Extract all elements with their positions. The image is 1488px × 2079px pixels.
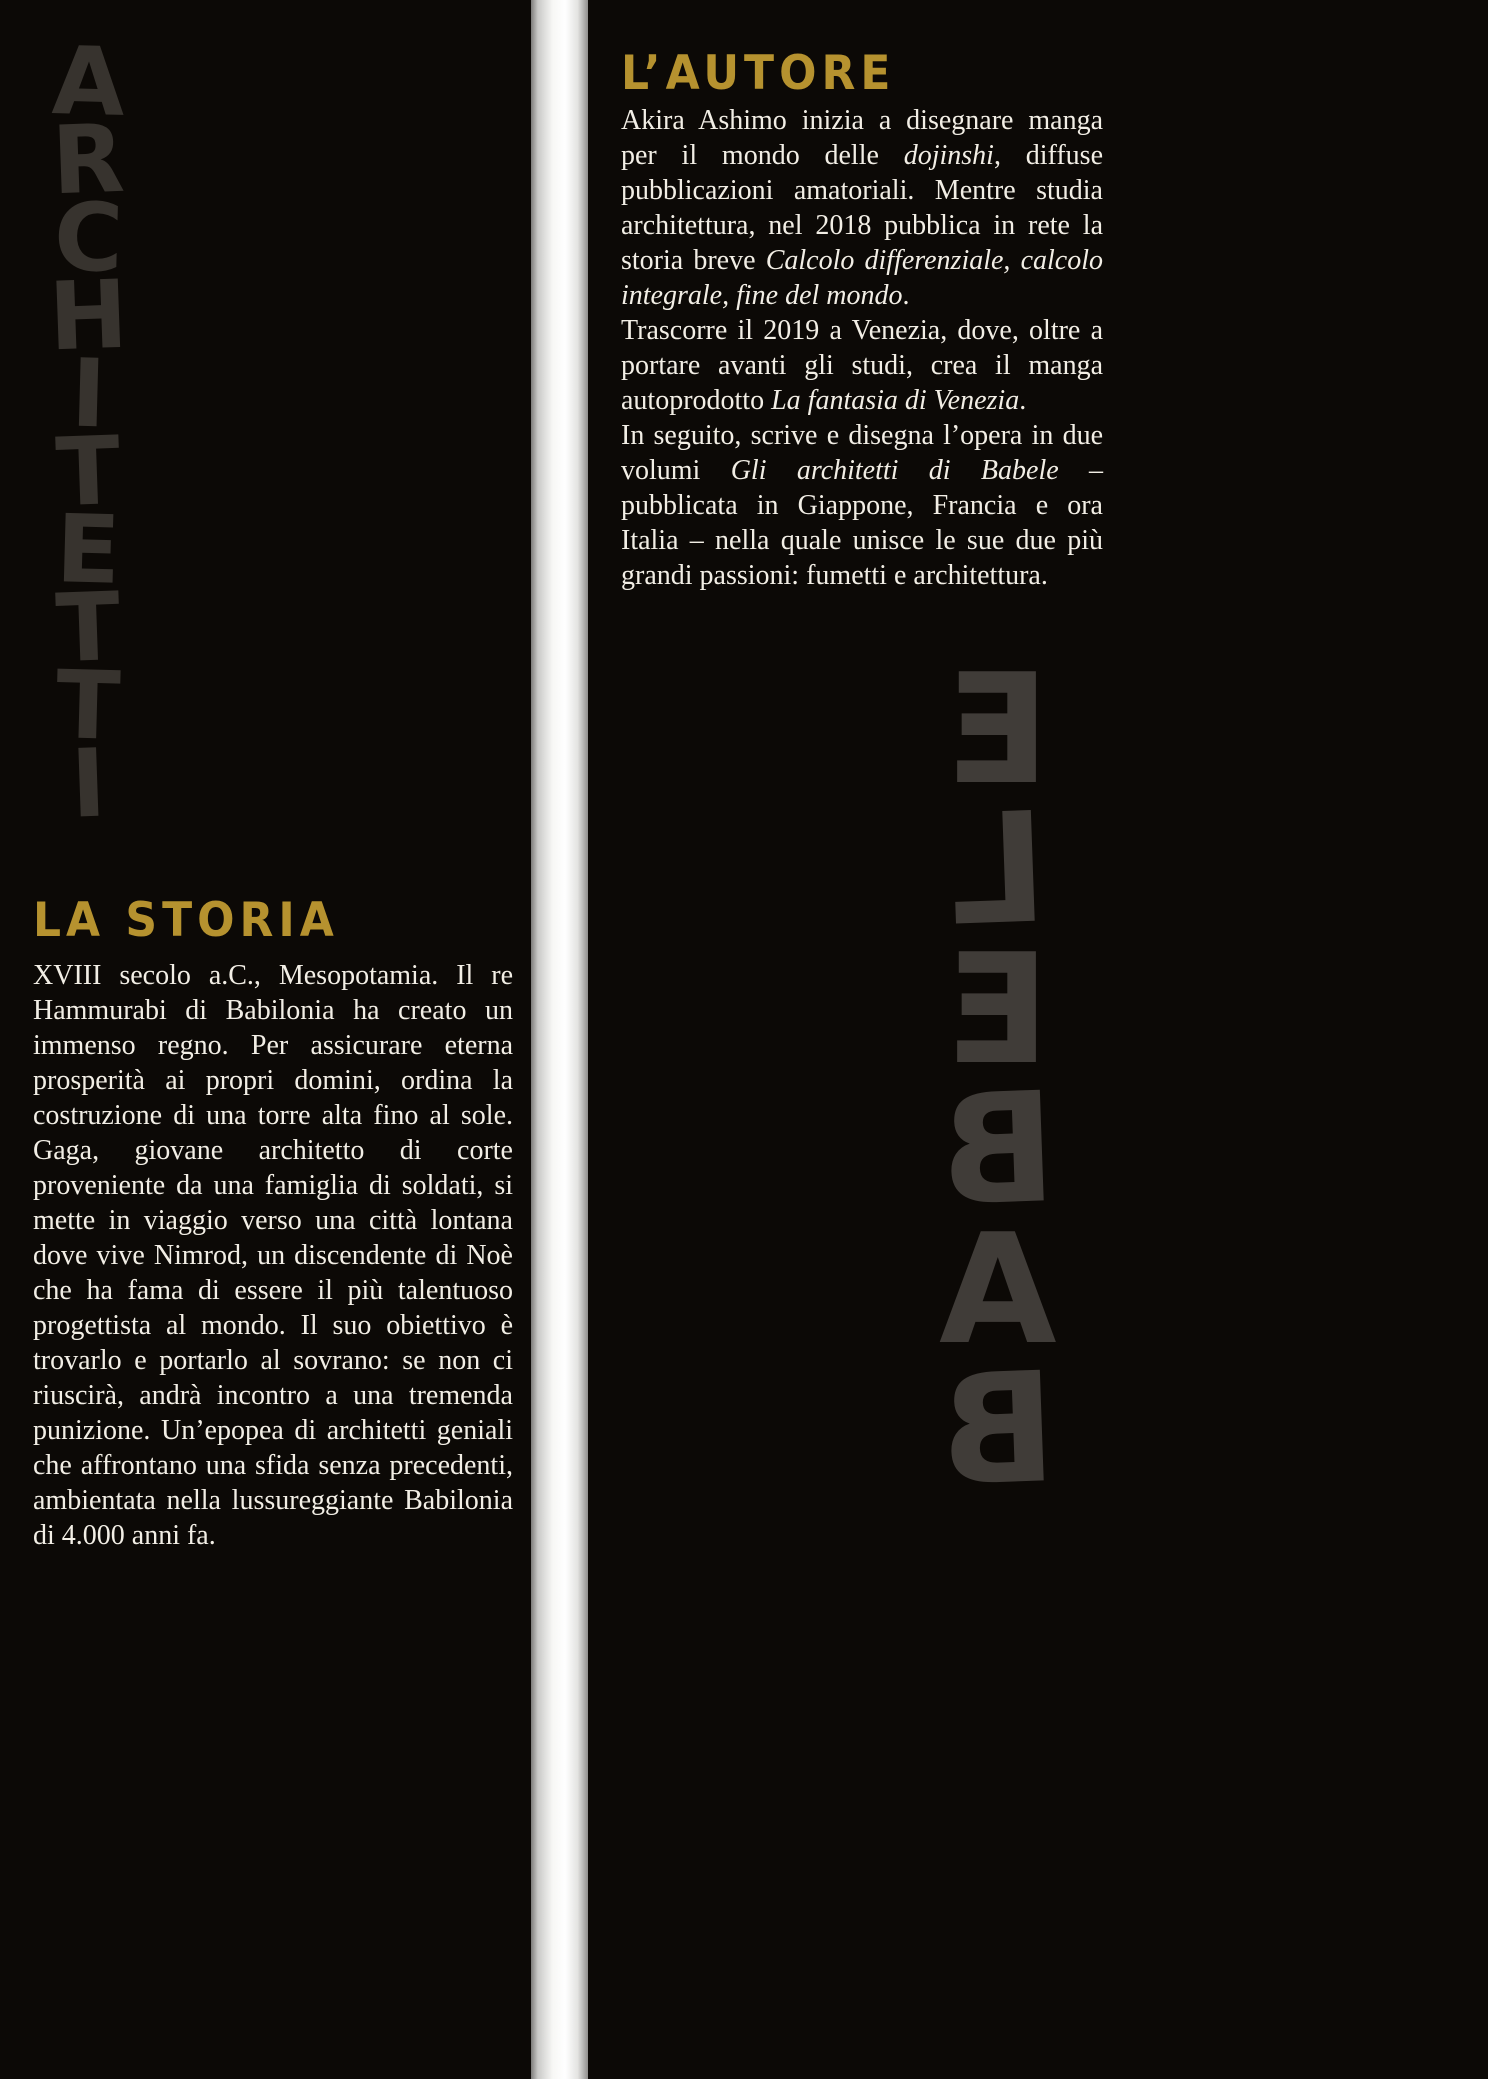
watermark-letter: E [946,641,1050,818]
author-paragraph: In seguito, scrive e disegna l’opera in due volumi Gli architetti di Babele – pubblicata in Giappone, Francia e ora Italia – nella quale unisce le sue due più grandi passioni: fumetti e architettura. [621,420,1104,591]
watermark-letter: T [54,416,122,529]
watermark-letter: H [46,260,130,373]
book-spine [531,0,588,2079]
story-heading: LA STORIA [33,893,339,949]
watermark-letter: R [49,104,127,217]
watermark-letter: C [52,183,124,294]
author-paragraph: Akira Ashimo inizia a disegnare manga per il mondo delle dojinshi, diffuse pubblicazioni amatoriali. Mentre studia architettura, nel 2018 pubblica in rete la storia breve Calcolo differenziale, calcolo integrale, fine del mondo. [621,105,1103,311]
author-flap [588,0,1488,2079]
author-paragraph: Trascorre il 2019 a Venezia, dove, oltre a portare avanti gli studi, crea il manga autoprodotto La fantasia di Venezia. [621,315,1103,416]
author-body [621,103,1103,593]
watermark-letter: T [54,572,122,685]
watermark-letter: T [54,651,122,762]
watermark-letter: I [69,339,107,450]
watermark-letter: A [939,1201,1057,1378]
watermark-architetti [18,27,158,840]
watermark-letter: L [946,779,1050,960]
watermark-letter: B [936,1339,1059,1520]
watermark-letter: B [936,1059,1059,1240]
author-heading: L’AUTORE [621,46,896,102]
story-body: XVIII secolo a.C., Mesopotamia. Il re Hammurabi di Babilonia ha creato un immenso regno. Per assicurare eterna prosperità ai propri domini, ordina la costruzione di una torre alta fino al sole. Gaga, giovane architetto di corte proveniente da una famiglia di soldati, si mette in viaggio verso una città lontana dove vive Nimrod, un discendente di Noè che ha fama di essere il più talentuoso progettista al mondo. Il suo obiettivo è trovarlo e portarlo al sovrano: se non ci riuscirà, andrà incontro a una tremenda punizione. Un’epopea di architetti geniali che affrontano una sfida senza precedenti, ambientata nella lussureggiante Babilonia di 4.000 anni fa. [33,960,513,1551]
watermark-babele [888,641,1108,1520]
story-flap [0,0,531,2079]
watermark-letter: E [946,921,1050,1098]
watermark-letter: A [50,27,126,138]
watermark-letter: E [54,495,122,606]
watermark-letter: I [68,729,108,840]
